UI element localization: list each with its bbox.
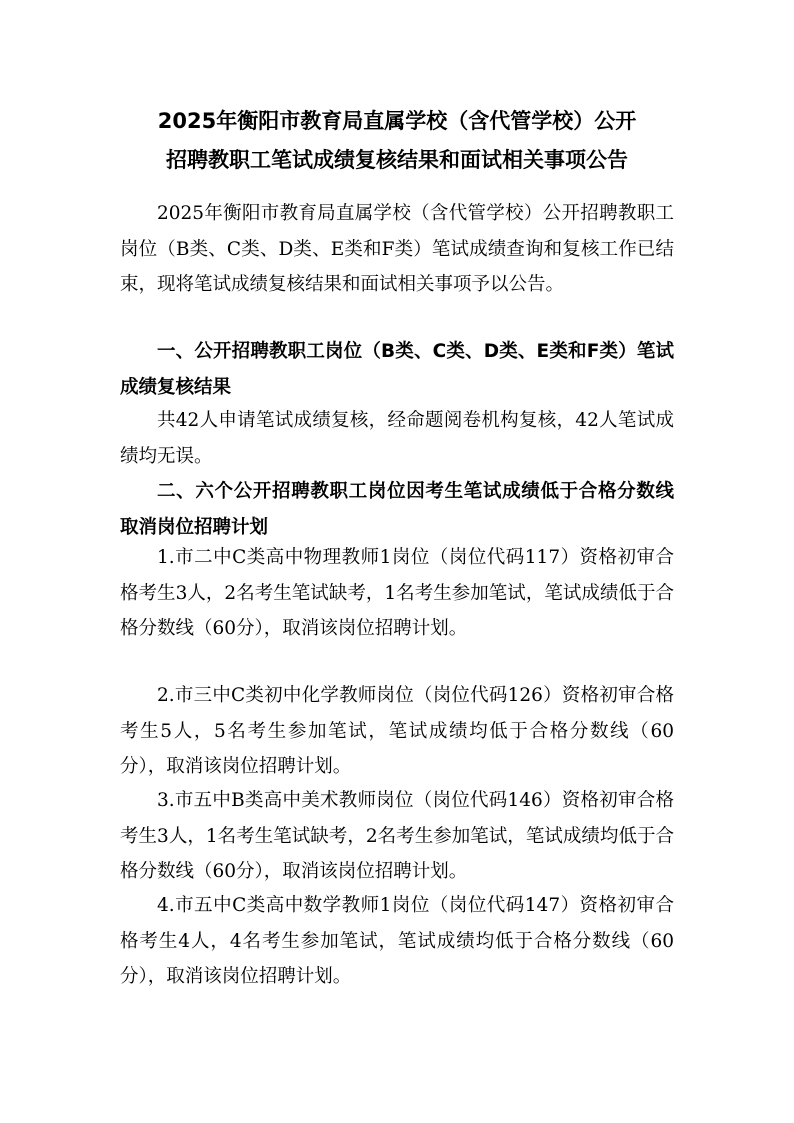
cancelled-position-item-1: 1.市二中C类高中物理教师1岗位（岗位代码117）资格初审合格考生3人，2名考生笔试缺考，1名考生参加笔试，笔试成绩低于合格分数线（60分），取消该岗位招聘计划。 <box>120 547 674 639</box>
section-1-heading: 一、公开招聘教职工岗位（B类、C类、D类、E类和F类）笔试成绩复核结果 <box>120 341 674 398</box>
cancelled-position-item-3: 3.市五中B类高中美术教师岗位（岗位代码146）资格初审合格考生3人，1名考生笔试缺考，2名考生参加笔试，笔试成绩均低于合格分数线（60分），取消该岗位招聘计划。 <box>120 790 674 882</box>
intro-paragraph: 2025年衡阳市教育局直属学校（含代管学校）公开招聘教职工岗位（B类、C类、D类、E类和F类）笔试成绩查询和复核工作已结束，现将笔试成绩复核结果和面试相关事项予以公告。 <box>120 203 674 295</box>
document-title-line-1: 2025年衡阳市教育局直属学校（含代管学校）公开 <box>157 109 637 133</box>
section-2-heading: 二、六个公开招聘教职工岗位因考生笔试成绩低于合格分数线取消岗位招聘计划 <box>120 481 674 538</box>
cancelled-position-item-4: 4.市五中C类高中数学教师1岗位（岗位代码147）资格初审合格考生4人，4名考生参加笔试，笔试成绩均低于合格分数线（60分），取消该岗位招聘计划。 <box>120 895 674 987</box>
document-title-line-2: 招聘教职工笔试成绩复核结果和面试相关事项公告 <box>166 148 628 172</box>
section-1-paragraph: 共42人申请笔试成绩复核，经命题阅卷机构复核，42人笔试成绩均无误。 <box>120 410 674 467</box>
cancelled-position-item-2: 2.市三中C类初中化学教师岗位（岗位代码126）资格初审合格考生5人，5名考生参加笔试，笔试成绩均低于合格分数线（60分），取消该岗位招聘计划。 <box>120 685 674 777</box>
